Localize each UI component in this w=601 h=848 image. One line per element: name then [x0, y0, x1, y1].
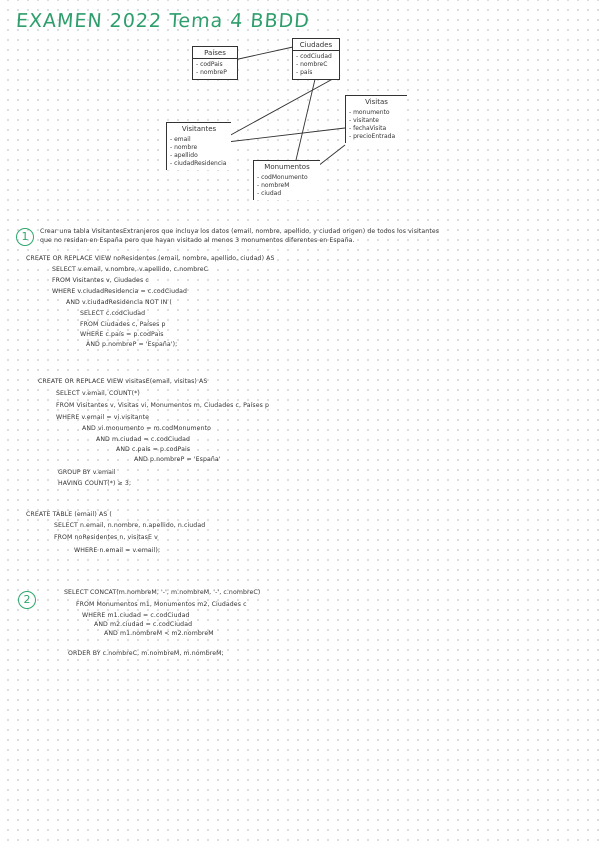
entity-visitas [345, 95, 407, 143]
sql-line: AND m.ciudad = c.codCiudad [96, 436, 191, 443]
entity-ciudades-name: Ciudades [293, 41, 339, 51]
sql-line: WHERE v.email = vi.visitante [56, 414, 150, 421]
entity-attr: - nombreC [296, 61, 336, 69]
sql-line: WHERE v.ciudadResidencia = c.codCiudad [52, 288, 188, 295]
sql-line: AND p.nombreP = 'España' [134, 456, 221, 463]
entity-attr: - ciudadResidencia [170, 160, 228, 168]
entity-attr: - nombreM [257, 182, 317, 190]
sql-line: AND m2.ciudad = c.codCiudad [94, 621, 193, 628]
entity-attr: - apellido [170, 152, 228, 160]
sql-line: WHERE m1.ciudad = c.codCiudad [82, 612, 190, 619]
entity-attr: - codPais [196, 61, 234, 69]
entity-attr: - codMonumento [257, 174, 317, 182]
entity-monumentos-name: Monumentos [264, 163, 310, 171]
entity-attr: - fechaVisita [349, 125, 404, 133]
entity-visitas-name: Visitas [365, 98, 388, 106]
sql-line: FROM Visitantes v, Visitas vi, Monumentos m, Ciudades c, Países p [56, 402, 270, 409]
sql-line: FROM Visitantes v, Ciudades c [52, 277, 149, 284]
sql-line: ORDER BY c.nombreC, m.nombreM, m.nombreM; [68, 650, 224, 657]
question-number-2: 2 [18, 591, 36, 609]
sql-line: FROM Monumentos m1, Monumentos m2, Ciudades c [76, 601, 247, 608]
page-title: EXAMEN 2022 Tema 4 BBDD [15, 10, 311, 32]
statement-line: Crear una tabla VisitantesExtranjeros que incluya los datos (email, nombre, apellido, y ciudad origen) de todos los visitantes [40, 228, 440, 235]
entity-visitantes [166, 122, 231, 170]
sql-line: SELECT v.email, COUNT(*) [56, 390, 140, 397]
sql-line: GROUP BY v.email [58, 469, 116, 476]
sql-line: AND p.nombreP = 'España'); [86, 341, 178, 348]
entity-monumentos [253, 160, 320, 200]
sql-line: CREATE TABLE (email) AS ( [26, 511, 112, 518]
sql-line: CREATE OR REPLACE VIEW visitasE(email, visitas) AS [38, 378, 208, 385]
sql-line: AND v.ciudadResidencia NOT IN ( [66, 299, 172, 306]
sql-line: SELECT n.email, n.nombre, n.apellido, n.ciudad [54, 522, 206, 529]
entity-attr: - monumento [349, 109, 404, 117]
entity-paises-name: Países [193, 49, 237, 59]
entity-attr: - nombreP [196, 69, 234, 77]
sql-line: CREATE OR REPLACE VIEW noResidentes (email, nombre, apellido, ciudad) AS [26, 255, 275, 262]
sql-line: FROM Ciudades c, Países p [80, 321, 166, 328]
entity-attr: - precioEntrada [349, 133, 404, 141]
question-number-1: 1 [16, 228, 34, 246]
sql-line: AND vi.monumento = m.codMonumento [82, 425, 212, 432]
entity-attr: - país [296, 69, 336, 77]
statement-line: que no residan en España pero que hayan visitado al menos 3 monumentos diferentes en España. [40, 237, 355, 244]
sql-line: HAVING COUNT(*) ≥ 3; [58, 480, 132, 487]
entity-attr: - email [170, 136, 228, 144]
entity-visitantes-name: Visitantes [181, 125, 217, 133]
question-1-statement [40, 227, 580, 245]
entity-paises [192, 46, 238, 80]
sql-line: SELECT c.codCiudad [80, 310, 146, 317]
sql-line: WHERE c.país = p.codPais [80, 331, 164, 338]
sql-line: SELECT v.email, v.nombre, v.apellido, c.nombreC [52, 266, 209, 273]
entity-attr: - codCiudad [296, 53, 336, 61]
sql-line: FROM noResidentes n, visitasE v [54, 534, 158, 541]
entity-attr: - nombre [170, 144, 228, 152]
sql-line: SELECT CONCAT(m.nombreM, '-', m.nombreM, '-', c.nombreC) [64, 589, 261, 596]
sql-line: WHERE n.email = v.email); [74, 547, 161, 554]
entity-attr: - ciudad [257, 190, 317, 198]
sql-line: AND c.país = p.codPais [116, 446, 191, 453]
sql-line: AND m1.nombreM < m2.nombreM [104, 630, 214, 637]
entity-attr: - visitante [349, 117, 404, 125]
entity-ciudades [292, 38, 340, 80]
